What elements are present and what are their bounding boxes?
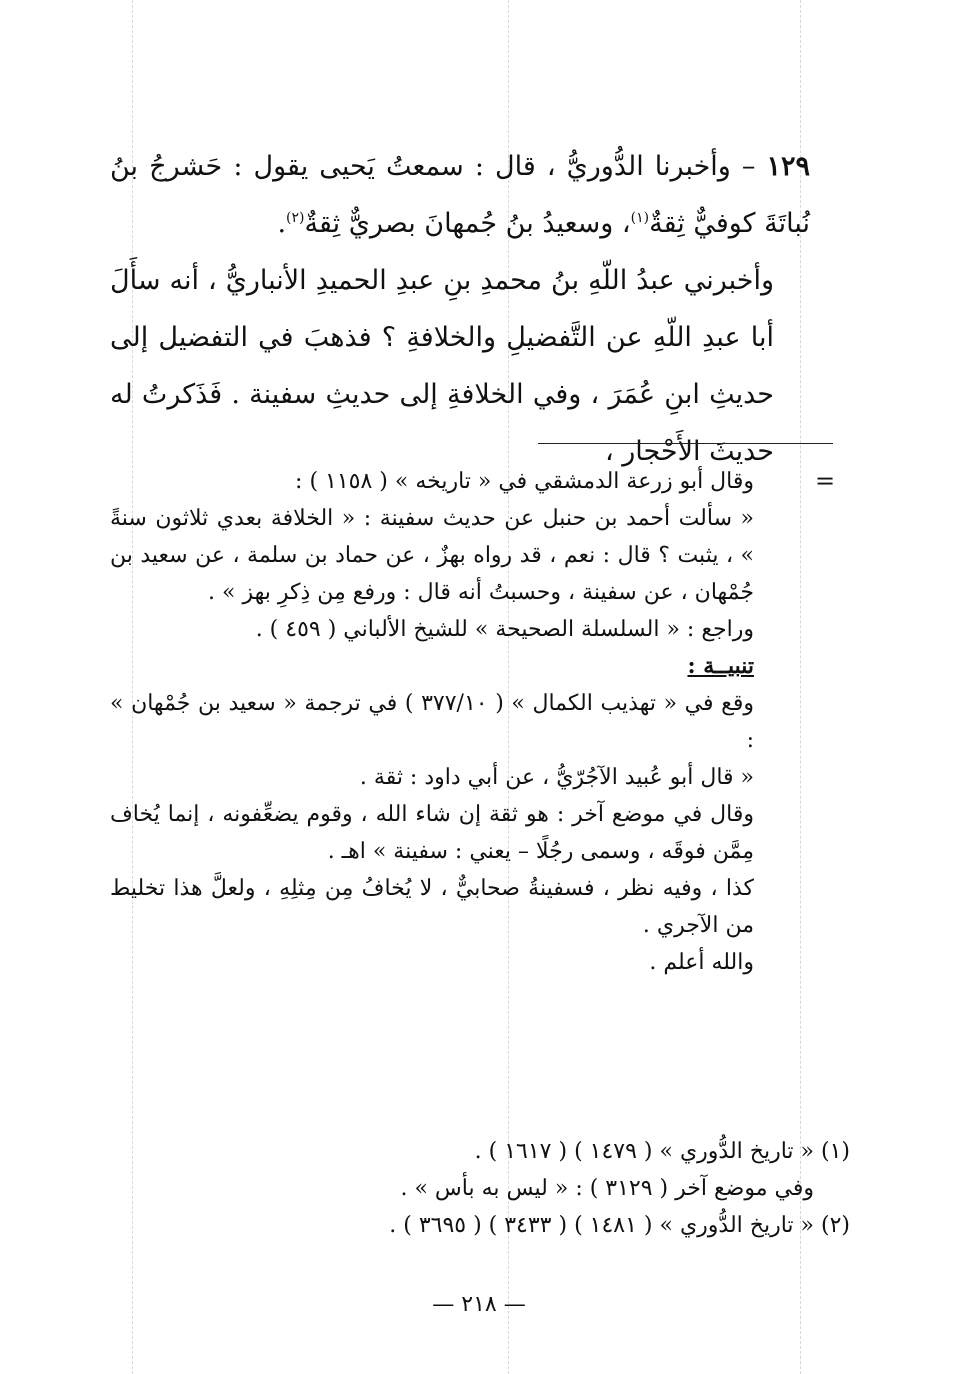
footnotes-block	[110, 463, 790, 981]
footnote-line: والله أعلم .	[649, 950, 754, 975]
main-paragraph-2: وأخبرني عبدُ اللّهِ بنُ محمدِ بنِ عبدِ الحميدِ الأنباريُّ ، أنه سأَلَ أبا عبدِ اللّهِ عن التَّفضيلِ والخلافةِ ؟ فذهبَ في التفضيل إلى حديثِ ابنِ عُمَرَ ، وفي الخلافةِ إلى حديثِ سفينة . فَذَكرتُ له حديثَ الأَحْجار ،	[110, 265, 774, 467]
main-text	[110, 138, 810, 480]
footnote-text: « تاريخ الدُّوري » ( ١٤٨١ ) ( ٣٤٣٣ ) ( ٣٦٩٥ ) .	[389, 1213, 814, 1238]
note-heading: تنبيــة :	[687, 653, 754, 679]
numbered-footnote	[110, 1133, 850, 1170]
footnote-divider	[538, 443, 833, 444]
footnote-line: « قال أبو عُبيد الآجُرّيُّ ، عن أبي داود : ثقة .	[359, 765, 754, 790]
numbered-footnotes	[110, 1133, 850, 1244]
footnote-line: وقال في موضع آخر : هو ثقة إن شاء الله ، وقوم يضعِّفونه ، إنما يُخاف مِمَّن فوقَه ، وسمى رجُلًا – يعني : سفينة » اهـ .	[110, 802, 754, 864]
footnote-text: وفي موضع آخر ( ٣١٢٩ ) : « ليس به بأس » .	[400, 1176, 814, 1201]
paragraph-text: ، وسعيدُ بنُ جُمهانَ بصريٌّ ثِقةٌ	[304, 208, 631, 239]
footnote-label: (١)	[820, 1139, 850, 1164]
numbered-footnote	[110, 1170, 850, 1207]
footnote-quote: « سألت أحمد بن حنبل عن حديث سفينة : « الخلافة بعدي ثلاثون سنةً » ، يثبت ؟ قال : نعم ، قد رواه بهزٌ ، عن حماد بن سلمة ، عن سعيد بن جُمْهان ، عن سفينة ، وحسبتُ أنه قال : ورفع مِن ذِكرِ بهز » .	[110, 506, 754, 605]
hadith-number: ١٢٩	[766, 151, 810, 182]
main-paragraph-1	[110, 138, 810, 252]
footnote-label: (٢)	[820, 1213, 850, 1238]
footnote-ref: (١)	[630, 210, 650, 226]
footnote-ref: (٢)	[286, 210, 305, 226]
footnote-text: « تاريخ الدُّوري » ( ١٤٧٩ ) ( ١٦١٧ ) .	[474, 1139, 814, 1164]
numbered-footnote	[110, 1207, 850, 1244]
continuation-marker: =	[815, 467, 836, 495]
footnote-line: وراجع : « السلسلة الصحيحة » للشيخ الألباني ( ٤٥٩ ) .	[255, 617, 754, 642]
paragraph-text: – وأخبرنا الدُّوريُّ ، قال : سمعتُ يَحيى يقول : حَشرجُ بنُ نُباتَةَ كوفيٌّ ثِقةٌ	[110, 151, 810, 239]
paragraph-text: .	[277, 208, 287, 239]
page-number: — ٢١٨ —	[432, 1292, 526, 1317]
footnote-line: وقع في « تهذيب الكمال » ( ٣٧٧/١٠ ) في ترجمة « سعيد بن جُمْهان » :	[110, 691, 754, 753]
footnote-line: كذا ، وفيه نظر ، فسفينةُ صحابيٌّ ، لا يُخافُ مِن مِثلِهِ ، ولعلَّ هذا تخليط من الآجري .	[110, 876, 755, 938]
footnote-line: وقال أبو زرعة الدمشقي في « تاريخه » ( ١١٥٨ ) :	[295, 469, 754, 494]
